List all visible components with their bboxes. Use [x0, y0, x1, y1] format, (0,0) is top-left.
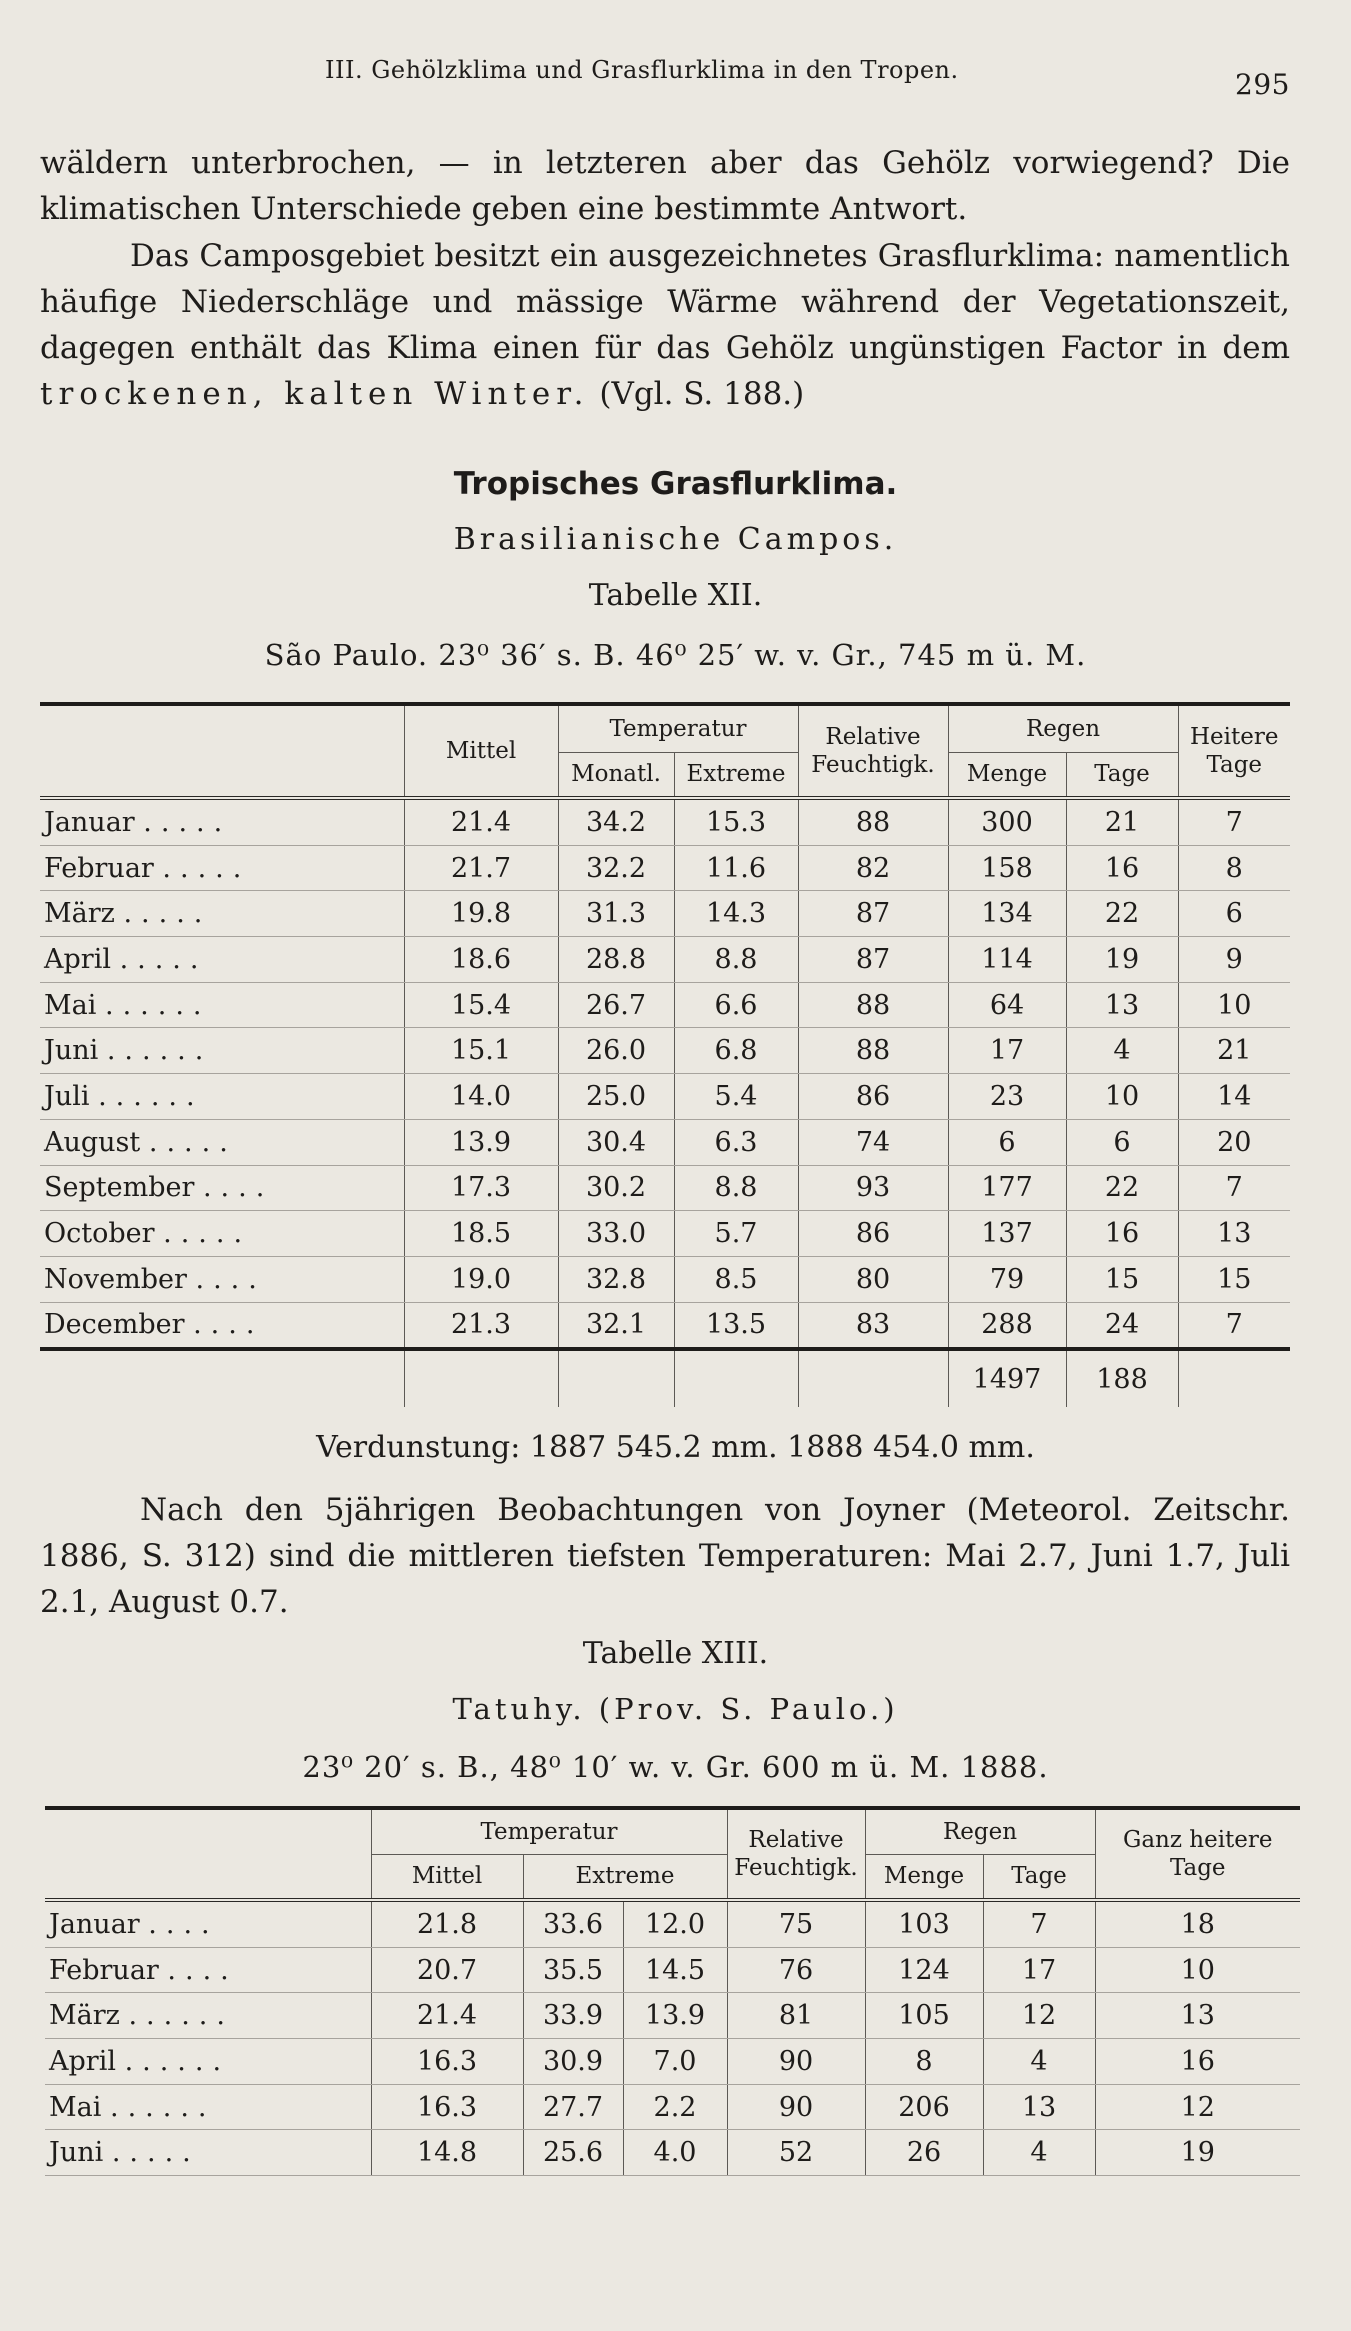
mittel-cell: 18.6	[404, 937, 558, 983]
leader-dots: ....	[195, 1263, 266, 1295]
extreme-cell: 8.5	[674, 1256, 798, 1302]
extreme-header: Extreme	[523, 1854, 727, 1900]
mittel-cell: 19.8	[404, 891, 558, 937]
menge-cell: 23	[948, 1074, 1066, 1120]
table-row	[45, 1993, 1300, 2039]
month-name: Mai	[49, 2091, 102, 2123]
feuchtigk-cell: 93	[798, 1165, 948, 1211]
heitere-tage-header	[1178, 704, 1290, 798]
mittel-cell: 15.1	[404, 1028, 558, 1074]
heitere-tage-header	[1095, 1808, 1300, 1900]
tage-cell: 6	[1066, 1119, 1178, 1165]
leader-dots: ......	[128, 2000, 234, 2032]
table-row	[40, 937, 1290, 983]
paragraph-2-text: Das Camposgebiet besitzt ein ausgezeichnetes Grasflurklima: namentlich häufige Niederschläge und mässige Wärme während der Vegetationszeit, dagegen enthält das Klima einen für das Gehölz ungünstigen Factor in dem	[40, 238, 1290, 366]
mittel-cell: 18.5	[404, 1211, 558, 1257]
menge-cell: 134	[948, 891, 1066, 937]
section-title: Tropisches Grasflurklima.	[453, 466, 898, 502]
heitere-cell: 20	[1178, 1119, 1290, 1165]
month-name: Juli	[44, 1080, 90, 1112]
ext_max-cell: 30.9	[523, 2039, 623, 2085]
feuchtigk-cell: 83	[798, 1302, 948, 1349]
mittel-header: Mittel	[404, 704, 558, 798]
ext_min-cell: 4.0	[623, 2130, 727, 2176]
paragraph-3: Nach den 5jährigen Beobachtungen von Joyner (Meteorol. Zeitschr. 1886, S. 312) sind die mittleren tiefsten Temperaturen: Mai 2.7, Juni 1.7, Juli 2.1, August 0.7.	[40, 1492, 1290, 1620]
heitere-cell: 12	[1095, 2084, 1300, 2130]
month-name: April	[49, 2045, 116, 2077]
menge-cell: 26	[865, 2130, 983, 2176]
totals-label	[40, 1349, 404, 1407]
month-name: November	[44, 1263, 187, 1295]
tage-cell: 7	[983, 1900, 1095, 1947]
mittel-cell: 17.3	[404, 1165, 558, 1211]
totals-empty	[1178, 1349, 1290, 1407]
feuchtigk-cell: 90	[727, 2039, 865, 2085]
menge-cell: 8	[865, 2039, 983, 2085]
month-cell	[45, 2039, 371, 2085]
month-cell	[40, 798, 404, 845]
ext_min-cell: 14.5	[623, 1947, 727, 1993]
feuchtigkeit-header-line1: Relative	[748, 1827, 844, 1853]
heitere-cell: 6	[1178, 891, 1290, 937]
leader-dots: ......	[106, 1035, 213, 1067]
month-cell	[45, 2084, 371, 2130]
month-name: März	[49, 2000, 120, 2032]
table-row	[40, 1074, 1290, 1120]
extreme-cell: 5.7	[674, 1211, 798, 1257]
ext_max-cell: 35.5	[523, 1947, 623, 1993]
feuchtigk-cell: 86	[798, 1074, 948, 1120]
mittel-cell: 21.3	[404, 1302, 558, 1349]
month-name: August	[44, 1126, 141, 1158]
tage-cell: 4	[983, 2039, 1095, 2085]
heitere-header-line2: Tage	[1206, 752, 1263, 778]
feuchtigkeit-header	[727, 1808, 865, 1900]
heitere-cell: 10	[1178, 982, 1290, 1028]
feuchtigk-cell: 80	[798, 1256, 948, 1302]
extreme-cell: 5.4	[674, 1074, 798, 1120]
tage-cell: 19	[1066, 937, 1178, 983]
month-name: Juni	[49, 2137, 104, 2169]
extreme-cell: 8.8	[674, 937, 798, 983]
tage-cell: 15	[1066, 1256, 1178, 1302]
regen-header: Regen	[865, 1808, 1095, 1854]
feuchtigk-cell: 90	[727, 2084, 865, 2130]
mittel-header: Mittel	[371, 1854, 523, 1900]
extreme-cell: 14.3	[674, 891, 798, 937]
monatl-cell: 33.0	[558, 1211, 674, 1257]
leader-dots: ......	[98, 1080, 204, 1112]
table-row	[45, 2039, 1300, 2085]
feuchtigk-cell: 88	[798, 798, 948, 845]
heitere-header-line1: Ganz heitere	[1122, 1827, 1273, 1853]
totals-empty	[558, 1349, 674, 1407]
month-name: Februar	[49, 1954, 159, 1986]
tage-header: Tage	[1066, 752, 1178, 798]
menge-cell: 300	[948, 798, 1066, 845]
leader-dots: .....	[163, 1218, 252, 1250]
extreme-cell: 11.6	[674, 845, 798, 891]
mittel-cell: 15.4	[404, 982, 558, 1028]
table-12	[40, 702, 1290, 1407]
tage-cell: 13	[1066, 982, 1178, 1028]
extreme-cell: 6.6	[674, 982, 798, 1028]
heitere-cell: 13	[1178, 1211, 1290, 1257]
heitere-header-line2: Tage	[1169, 1855, 1226, 1881]
menge-cell: 137	[948, 1211, 1066, 1257]
mittel-cell: 16.3	[371, 2039, 523, 2085]
regen-header: Regen	[948, 704, 1178, 752]
paragraph-2-reference: (Vgl. S. 188.)	[589, 376, 805, 412]
heitere-cell: 8	[1178, 845, 1290, 891]
month-cell	[40, 891, 404, 937]
totals-empty	[798, 1349, 948, 1407]
table-13	[45, 1806, 1300, 2176]
temperatur-header: Temperatur	[371, 1808, 727, 1854]
month-cell	[40, 1211, 404, 1257]
mittel-cell: 13.9	[404, 1119, 558, 1165]
menge-cell: 105	[865, 1993, 983, 2039]
month-name: Juni	[44, 1035, 99, 1067]
ext_max-cell: 33.9	[523, 1993, 623, 2039]
leader-dots: .....	[148, 1126, 237, 1158]
ext_max-cell: 25.6	[523, 2130, 623, 2176]
table-12-body	[40, 798, 1290, 1349]
ext_min-cell: 2.2	[623, 2084, 727, 2130]
tage-cell: 24	[1066, 1302, 1178, 1349]
feuchtigk-cell: 87	[798, 937, 948, 983]
monatl-cell: 31.3	[558, 891, 674, 937]
month-name: September	[44, 1172, 195, 1204]
table-row	[40, 982, 1290, 1028]
menge-cell: 288	[948, 1302, 1066, 1349]
menge-header: Menge	[948, 752, 1066, 798]
tage-cell: 22	[1066, 891, 1178, 937]
leader-dots: ......	[124, 2045, 231, 2077]
mittel-cell: 19.0	[404, 1256, 558, 1302]
heitere-cell: 14	[1178, 1074, 1290, 1120]
feuchtigk-cell: 88	[798, 1028, 948, 1074]
menge-cell: 206	[865, 2084, 983, 2130]
tage-cell: 16	[1066, 845, 1178, 891]
menge-header: Menge	[865, 1854, 983, 1900]
month-cell	[40, 1165, 404, 1211]
mittel-cell: 20.7	[371, 1947, 523, 1993]
month-cell	[40, 982, 404, 1028]
table-row	[40, 1302, 1290, 1349]
month-name: Januar	[44, 806, 135, 838]
mittel-cell: 16.3	[371, 2084, 523, 2130]
menge-cell: 103	[865, 1900, 983, 1947]
tage-cell: 10	[1066, 1074, 1178, 1120]
month-name: März	[44, 898, 115, 930]
heitere-cell: 7	[1178, 798, 1290, 845]
month-cell	[45, 1947, 371, 1993]
table-row	[45, 1900, 1300, 1947]
menge-cell: 114	[948, 937, 1066, 983]
monatl-cell: 26.7	[558, 982, 674, 1028]
month-cell	[40, 1028, 404, 1074]
menge-cell: 177	[948, 1165, 1066, 1211]
tage-cell: 21	[1066, 798, 1178, 845]
month-name: April	[44, 943, 111, 975]
ext_max-cell: 33.6	[523, 1900, 623, 1947]
leader-dots: ....	[167, 1954, 238, 1986]
table-row	[40, 1211, 1290, 1257]
month-name: October	[44, 1218, 155, 1250]
monatl-cell: 25.0	[558, 1074, 674, 1120]
table-12-label: Tabelle XII.	[588, 578, 763, 613]
table-row	[45, 2130, 1300, 2176]
month-cell	[40, 937, 404, 983]
tage-cell: 13	[983, 2084, 1095, 2130]
total-menge: 1497	[948, 1349, 1066, 1407]
leader-dots: .....	[162, 852, 251, 884]
month-name: Januar	[49, 1908, 140, 1940]
menge-cell: 6	[948, 1119, 1066, 1165]
mittel-cell: 21.7	[404, 845, 558, 891]
feuchtigkeit-header-line2: Feuchtigk.	[811, 752, 935, 778]
leader-dots: ......	[104, 989, 211, 1021]
table-row	[40, 845, 1290, 891]
menge-cell: 124	[865, 1947, 983, 1993]
table-row	[40, 1119, 1290, 1165]
table-12-location: São Paulo. 23⁰ 36′ s. B. 46⁰ 25′ w. v. Gr., 745 m ü. M.	[264, 638, 1087, 672]
mittel-cell: 21.4	[371, 1993, 523, 2039]
ext_min-cell: 12.0	[623, 1900, 727, 1947]
feuchtigk-cell: 81	[727, 1993, 865, 2039]
month-cell	[40, 845, 404, 891]
month-name: Mai	[44, 989, 97, 1021]
table-13-label: Tabelle XIII.	[582, 1636, 769, 1671]
leader-dots: ....	[202, 1172, 274, 1204]
tage-header: Tage	[983, 1854, 1095, 1900]
heitere-cell: 9	[1178, 937, 1290, 983]
mittel-cell: 14.0	[404, 1074, 558, 1120]
table-13-location-1: Tatuhy. (Prov. S. Paulo.)	[452, 1692, 899, 1726]
feuchtigk-cell: 87	[798, 891, 948, 937]
leader-dots: ....	[148, 1908, 219, 1940]
verdunstung: Verdunstung: 1887 545.2 mm. 1888 454.0 mm.	[316, 1430, 1035, 1465]
menge-cell: 158	[948, 845, 1066, 891]
extreme-cell: 8.8	[674, 1165, 798, 1211]
heitere-cell: 15	[1178, 1256, 1290, 1302]
running-head-title: III. Gehölzklima und Grasflurklima in den Tropen.	[325, 56, 959, 84]
extreme-cell: 6.3	[674, 1119, 798, 1165]
paragraph-2-emphasis: trockenen, kalten Winter.	[40, 376, 590, 412]
leader-dots: .....	[111, 2137, 200, 2169]
tage-cell: 16	[1066, 1211, 1178, 1257]
leader-dots: .....	[143, 806, 232, 838]
feuchtigk-cell: 52	[727, 2130, 865, 2176]
heitere-cell: 16	[1095, 2039, 1300, 2085]
menge-cell: 17	[948, 1028, 1066, 1074]
heitere-cell: 21	[1178, 1028, 1290, 1074]
extreme-cell: 15.3	[674, 798, 798, 845]
monatl-cell: 32.1	[558, 1302, 674, 1349]
table-row	[40, 798, 1290, 845]
leader-dots: .....	[123, 898, 212, 930]
heitere-cell: 10	[1095, 1947, 1300, 1993]
month-header	[45, 1808, 371, 1900]
month-cell	[40, 1119, 404, 1165]
feuchtigkeit-header-line1: Relative	[825, 724, 921, 750]
menge-cell: 64	[948, 982, 1066, 1028]
monatl-cell: 32.2	[558, 845, 674, 891]
tage-cell: 12	[983, 1993, 1095, 2039]
total-tage: 188	[1066, 1349, 1178, 1407]
heitere-cell: 13	[1095, 1993, 1300, 2039]
extreme-cell: 6.8	[674, 1028, 798, 1074]
table-row	[40, 1028, 1290, 1074]
monatl-cell: 30.4	[558, 1119, 674, 1165]
totals-empty	[674, 1349, 798, 1407]
heitere-cell: 18	[1095, 1900, 1300, 1947]
monatl-header: Monatl.	[558, 752, 674, 798]
mittel-cell: 21.8	[371, 1900, 523, 1947]
paragraph-1: wäldern unterbrochen, — in letzteren aber das Gehölz vorwiegend? Die klimatischen Unterschiede geben eine bestimmte Antwort.	[40, 145, 1290, 227]
month-name: Februar	[44, 852, 154, 884]
leader-dots: .....	[119, 943, 208, 975]
month-cell	[40, 1074, 404, 1120]
monatl-cell: 30.2	[558, 1165, 674, 1211]
section-subtitle: Brasilianische Campos.	[453, 522, 898, 557]
leader-dots: ....	[193, 1309, 264, 1341]
month-cell	[40, 1256, 404, 1302]
table-row	[40, 891, 1290, 937]
feuchtigkeit-header	[798, 704, 948, 798]
extreme-cell: 13.5	[674, 1302, 798, 1349]
table-row	[40, 1256, 1290, 1302]
totals-empty	[404, 1349, 558, 1407]
feuchtigk-cell: 75	[727, 1900, 865, 1947]
ext_min-cell: 13.9	[623, 1993, 727, 2039]
heitere-cell: 7	[1178, 1302, 1290, 1349]
menge-cell: 79	[948, 1256, 1066, 1302]
month-cell	[40, 1302, 404, 1349]
page-number: 295	[1235, 68, 1290, 101]
tage-cell: 22	[1066, 1165, 1178, 1211]
month-cell	[45, 1900, 371, 1947]
feuchtigk-cell: 74	[798, 1119, 948, 1165]
table-row	[40, 1165, 1290, 1211]
heitere-header-line1: Heitere	[1190, 724, 1279, 750]
table-row	[45, 2084, 1300, 2130]
feuchtigk-cell: 82	[798, 845, 948, 891]
month-header	[40, 704, 404, 798]
monatl-cell: 32.8	[558, 1256, 674, 1302]
feuchtigkeit-header-line2: Feuchtigk.	[734, 1855, 858, 1881]
table-13-location-2: 23⁰ 20′ s. B., 48⁰ 10′ w. v. Gr. 600 m ü. M. 1888.	[302, 1750, 1049, 1784]
heitere-cell: 19	[1095, 2130, 1300, 2176]
feuchtigk-cell: 88	[798, 982, 948, 1028]
tage-cell: 17	[983, 1947, 1095, 1993]
extreme-header: Extreme	[674, 752, 798, 798]
mittel-cell: 21.4	[404, 798, 558, 845]
table-12-totals-row	[40, 1349, 1290, 1407]
feuchtigk-cell: 86	[798, 1211, 948, 1257]
monatl-cell: 26.0	[558, 1028, 674, 1074]
temperatur-header: Temperatur	[558, 704, 798, 752]
table-row	[45, 1947, 1300, 1993]
tage-cell: 4	[1066, 1028, 1178, 1074]
heitere-cell: 7	[1178, 1165, 1290, 1211]
monatl-cell: 34.2	[558, 798, 674, 845]
tage-cell: 4	[983, 2130, 1095, 2176]
mittel-cell: 14.8	[371, 2130, 523, 2176]
month-cell	[45, 2130, 371, 2176]
monatl-cell: 28.8	[558, 937, 674, 983]
ext_min-cell: 7.0	[623, 2039, 727, 2085]
ext_max-cell: 27.7	[523, 2084, 623, 2130]
feuchtigk-cell: 76	[727, 1947, 865, 1993]
month-name: December	[44, 1309, 185, 1341]
leader-dots: ......	[109, 2091, 216, 2123]
table-13-body	[45, 1900, 1300, 2176]
paragraph-2	[40, 233, 1290, 417]
month-cell	[45, 1993, 371, 2039]
